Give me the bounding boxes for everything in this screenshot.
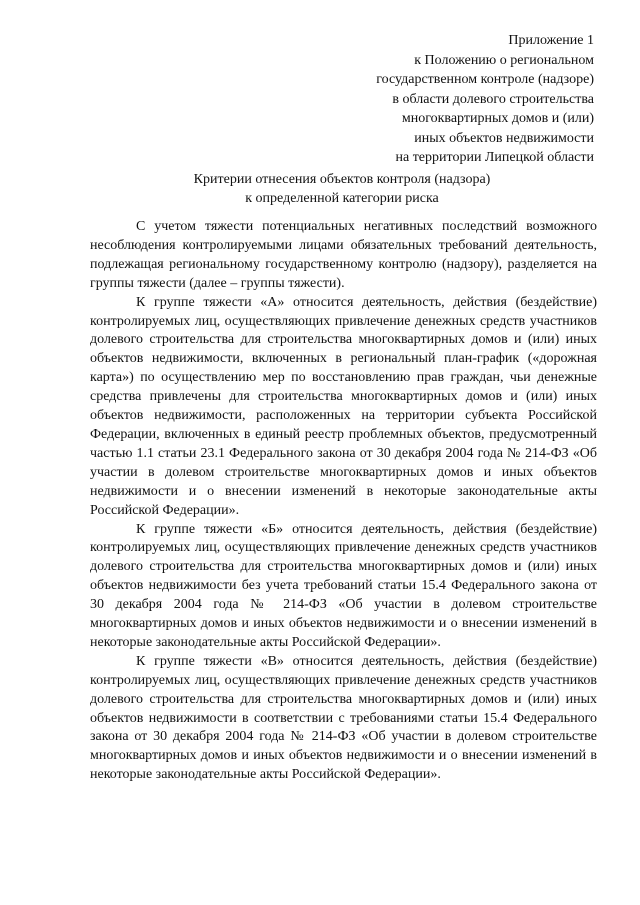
appendix-line: государственном контроле (надзоре) — [376, 72, 594, 87]
appendix-line: в области долевого строительства — [392, 91, 594, 107]
paragraph-group-a: К группе тяжести «А» относится деятельность, действия (бездействие) контролируемых лиц, осуществляющих привлечение денежных средств участников долевого строительства для строительства многоквартирных домов и (или) иных объектов недвижимости, включенных в региональный план-график («дорожная карта») по осуществлению мер по восстановлению прав граждан, чьи денежные средства привлечены для строительства многоквартирных домов и (или) иных объектов недвижимости, расположенных на территории субъекта Российской Федерации, включенных в единый реестр проблемных объектов, предусмотренный частью 1.1 статьи 23.1 Федерального закона от 30 декабря 2004 года № 214-ФЗ «Об участии в долевом строительстве многоквартирных домов и иных объектов недвижимости и о внесении изменений в некоторые законодательные акты Российской Федерации». — [90, 294, 597, 518]
document-body — [90, 218, 597, 785]
appendix-line: к Положению о региональном — [414, 52, 594, 68]
paragraph-intro: С учетом тяжести потенциальных негативных последствий возможного несоблюдения контролируемыми лицами обязательных требований деятельность, подлежащая региональному государственному контролю (надзору), разделяется на группы тяжести (далее – группы тяжести). — [90, 219, 597, 291]
appendix-line: иных объектов недвижимости — [414, 130, 594, 146]
title-line: Критерии отнесения объектов контроля (надзора) — [193, 172, 491, 187]
title-line: к определенной категории риска — [245, 191, 439, 206]
paragraph-group-b: К группе тяжести «Б» относится деятельность, действия (бездействие) контролируемых лиц, осуществляющих привлечение денежных средств участников долевого строительства для строительства многоквартирных домов и (или) иных объектов недвижимости без учета требований статьи 15.4 Федерального закона от 30 декабря 2004 года № 214-ФЗ «Об участии в долевом строительстве многоквартирных домов и иных объектов недвижимости и о внесении изменений в некоторые законодательные акты Российской Федерации». — [90, 521, 597, 650]
appendix-line: Приложение 1 — [508, 33, 594, 48]
appendix-line: на территории Липецкой области — [395, 150, 594, 165]
appendix-line: многоквартирных домов и (или) — [401, 111, 594, 126]
appendix-header — [294, 31, 594, 168]
paragraph-group-v: К группе тяжести «В» относится деятельность, действия (бездействие) контролируемых лиц, осуществляющих привлечение денежных средств участников долевого строительства для строительства многоквартирных домов и (или) иных объектов недвижимости в соответствии с требованиями статьи 15.4 Федерального закона от 30 декабря 2004 года № 214-ФЗ «Об участии в долевом строительстве многоквартирных домов и иных объектов недвижимости и о внесении изменений в некоторые законодательные акты Российской Федерации». — [90, 653, 597, 783]
document-title — [90, 170, 594, 208]
